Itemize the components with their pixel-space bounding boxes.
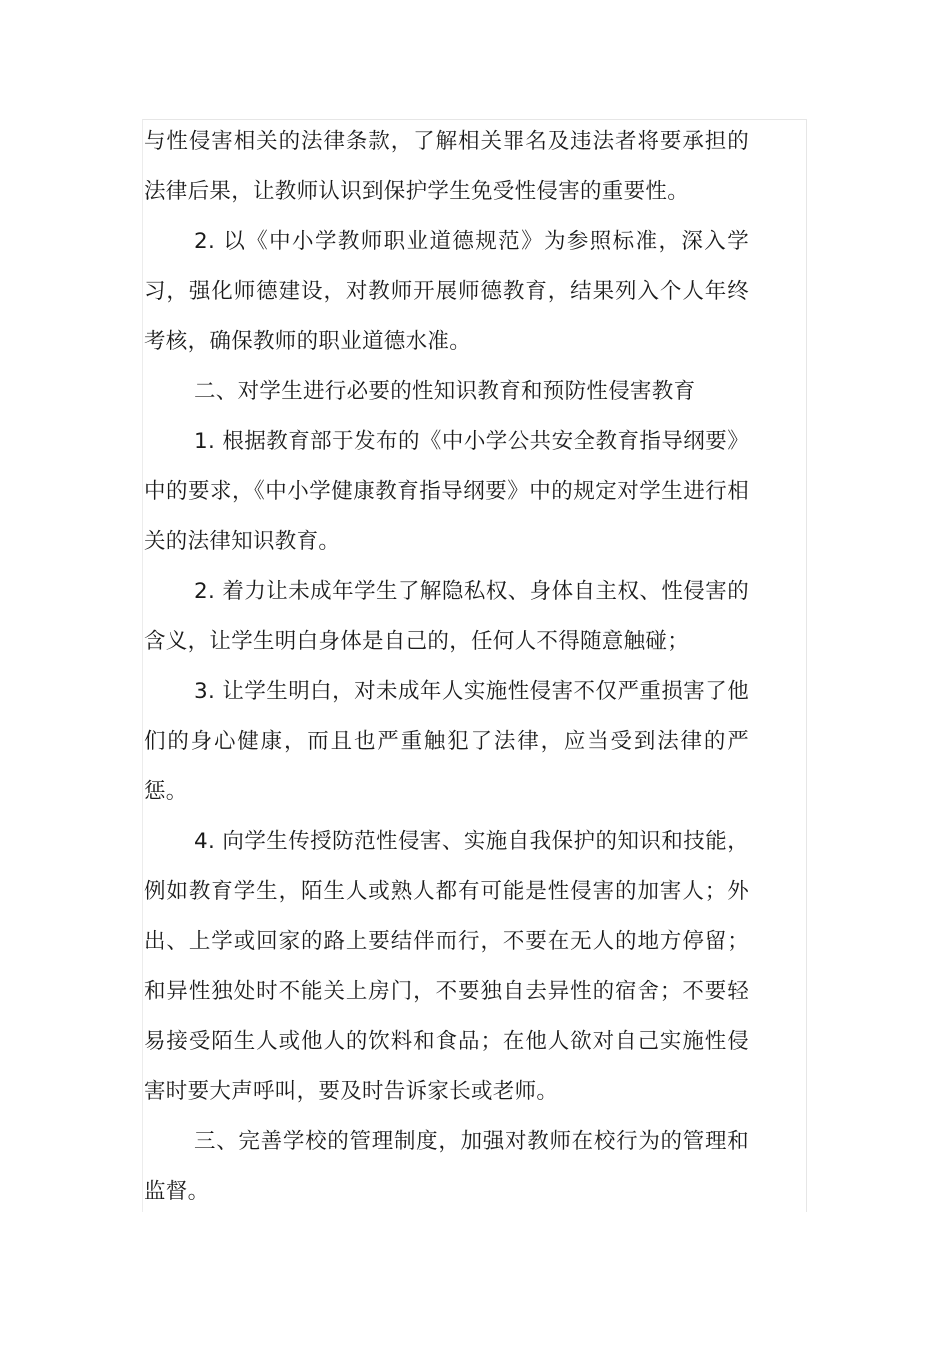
paragraph-ethics-standard: 2. 以《中小学教师职业道德规范》为参照标准，深入学习，强化师德建设，对教师开展师德教育，结果列入个人年终考核，确保教师的职业道德水准。 <box>144 229 749 354</box>
paragraph-law-consequences: 与性侵害相关的法律条款，了解相关罪名及违法者将要承担的法律后果，让教师认识到保护学生免受性侵害的重要性。 <box>144 129 749 204</box>
paragraph-guideline-education: 1. 根据教育部于发布的《中小学公共安全教育指导纲要》中的要求，《中小学健康教育指导纲要》中的规定对学生进行相关的法律知识教育。 <box>144 429 749 554</box>
section-heading-student-education: 二、对学生进行必要的性知识教育和预防性侵害教育 <box>194 379 696 404</box>
document-body <box>144 117 749 1217</box>
paragraph-privacy-rights: 2. 着力让未成年学生了解隐私权、身体自主权、性侵害的含义，让学生明白身体是自己的，任何人不得随意触碰； <box>144 579 749 654</box>
section-heading-management: 三、完善学校的管理制度，加强对教师在校行为的管理和监督。 <box>144 1129 749 1204</box>
paragraph-legal-consequences: 3. 让学生明白，对未成年人实施性侵害不仅严重损害了他们的身心健康，而且也严重触犯了法律，应当受到法律的严惩。 <box>144 679 749 804</box>
paragraph-self-protection: 4. 向学生传授防范性侵害、实施自我保护的知识和技能，例如教育学生，陌生人或熟人都有可能是性侵害的加害人；外出、上学或回家的路上要结伴而行，不要在无人的地方停留；和异性独处时不能关上房门，不要独自去异性的宿舍；不要轻易接受陌生人或他人的饮料和食品；在他人欲对自己实施性侵害时要大声呼叫，要及时告诉家长或老师。 <box>144 829 749 1104</box>
